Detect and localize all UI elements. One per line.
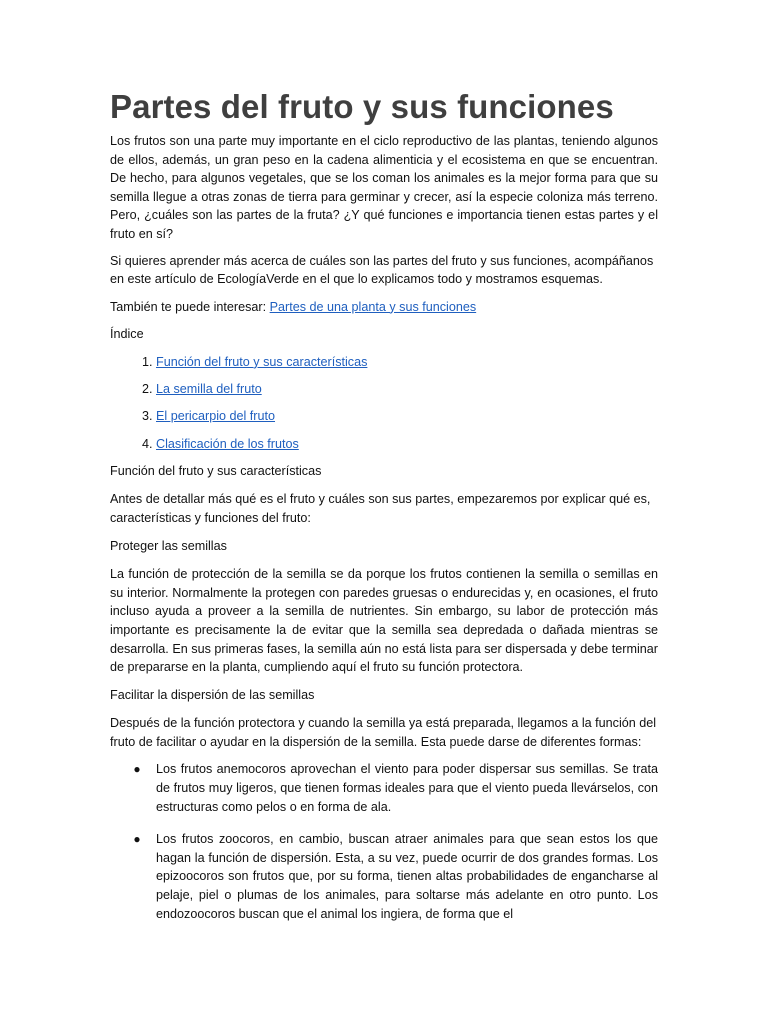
bullet-icon: ●: [133, 832, 141, 847]
bullet-item-zoocoros: [133, 830, 658, 923]
also-interest-link[interactable]: Partes de una planta y sus funciones: [269, 299, 477, 314]
section-intro-paragraph: Antes de detallar más qué es el fruto y cuáles son sus partes, empezaremos por explicar qué es, características y funciones del fruto:: [110, 492, 651, 525]
dispersion-bullet-list: [110, 760, 658, 923]
index-link-pericarpio[interactable]: El pericarpio del fruto: [156, 409, 276, 424]
index-item: [156, 353, 658, 371]
page-title: Partes del fruto y sus funciones: [110, 88, 614, 125]
also-interest-label: También te puede interesar:: [110, 299, 267, 314]
intro-paragraph: Los frutos son una parte muy importante en el ciclo reproductivo de las plantas, teniendo algunos de ellos, además, un gran peso en la cadena alimenticia y el ecosistema en que se encuentran. De hecho, para algunos vegetales, que se los coman los animales es la mejor forma para que su semilla llegue a otras zonas de tierra para germinar y crecer, así la especie coloniza más terreno. Pero, ¿cuáles son las partes de la fruta? ¿Y qué funciones e importancia tienen estas partes y el fruto en sí?: [110, 134, 658, 241]
index-label: Índice: [110, 327, 144, 342]
index-list: [110, 353, 658, 453]
bullet-icon: ●: [133, 762, 141, 777]
index-item: [156, 407, 658, 425]
subsection-paragraph-dispersion: Después de la función protectora y cuando la semilla ya está preparada, llegamos a la función del fruto de facilitar o ayudar en la dispersión de la semilla. Esta puede darse de diferentes formas:: [110, 716, 657, 749]
subsection-paragraph-proteger: La función de protección de la semilla se da porque los frutos contienen la semilla o semillas en su interior. Normalmente la protegen con paredes gruesas o endurecidas y, en ocasiones, el fruto incluso ayuda a proveer a la semilla de nutrientes. Sin embargo, su labor de protección más importante es precisamente la de evitar que la semilla sea depredada o dañada mientras se desarrolla. En sus primeras fases, la semilla aún no está lista para ser dispersada y debe terminar de prepararse en la planta, cumpliendo aquí el fruto su función protectora.: [110, 567, 658, 675]
bullet-text: Los frutos zoocoros, en cambio, buscan atraer animales para que sean estos los que hagan la función de dispersión. Esta, a su vez, puede ocurrir de dos grandes formas. Los epizoocoros son frutos que, por su forma, tienen altas probabilidades de engancharse al pelaje, piel o plumas de los animales, para soltarse más adelante en otro punto. Los endozoocoros buscan que el animal los ingiera, de forma que el: [156, 832, 658, 921]
also-interest-line: [110, 298, 658, 317]
index-link-semilla[interactable]: La semilla del fruto: [156, 382, 262, 397]
index-item: [156, 380, 658, 398]
index-item: [156, 435, 658, 453]
index-link-funcion[interactable]: Función del fruto y sus características: [156, 354, 368, 369]
bullet-text: Los frutos anemocoros aprovechan el viento para poder dispersar sus semillas. Se trata de frutos muy ligeros, que tienen formas ideales para que el viento pueda llevárselos, con estructuras como pelos o en forma de ala.: [156, 762, 658, 814]
second-paragraph: Si quieres aprender más acerca de cuáles son las partes del fruto y sus funciones, acompáñanos en este artículo de EcologíaVerde en el que lo explicamos todo y mostramos esquemas.: [110, 253, 654, 287]
section-title-funcion: Función del fruto y sus características: [110, 463, 322, 478]
subsection-title-dispersion: Facilitar la dispersión de las semillas: [110, 687, 315, 702]
document-content: [110, 86, 658, 937]
subsection-title-proteger: Proteger las semillas: [110, 538, 227, 553]
index-link-clasificacion[interactable]: Clasificación de los frutos: [156, 436, 299, 451]
bullet-item-anemocoros: [133, 760, 658, 816]
